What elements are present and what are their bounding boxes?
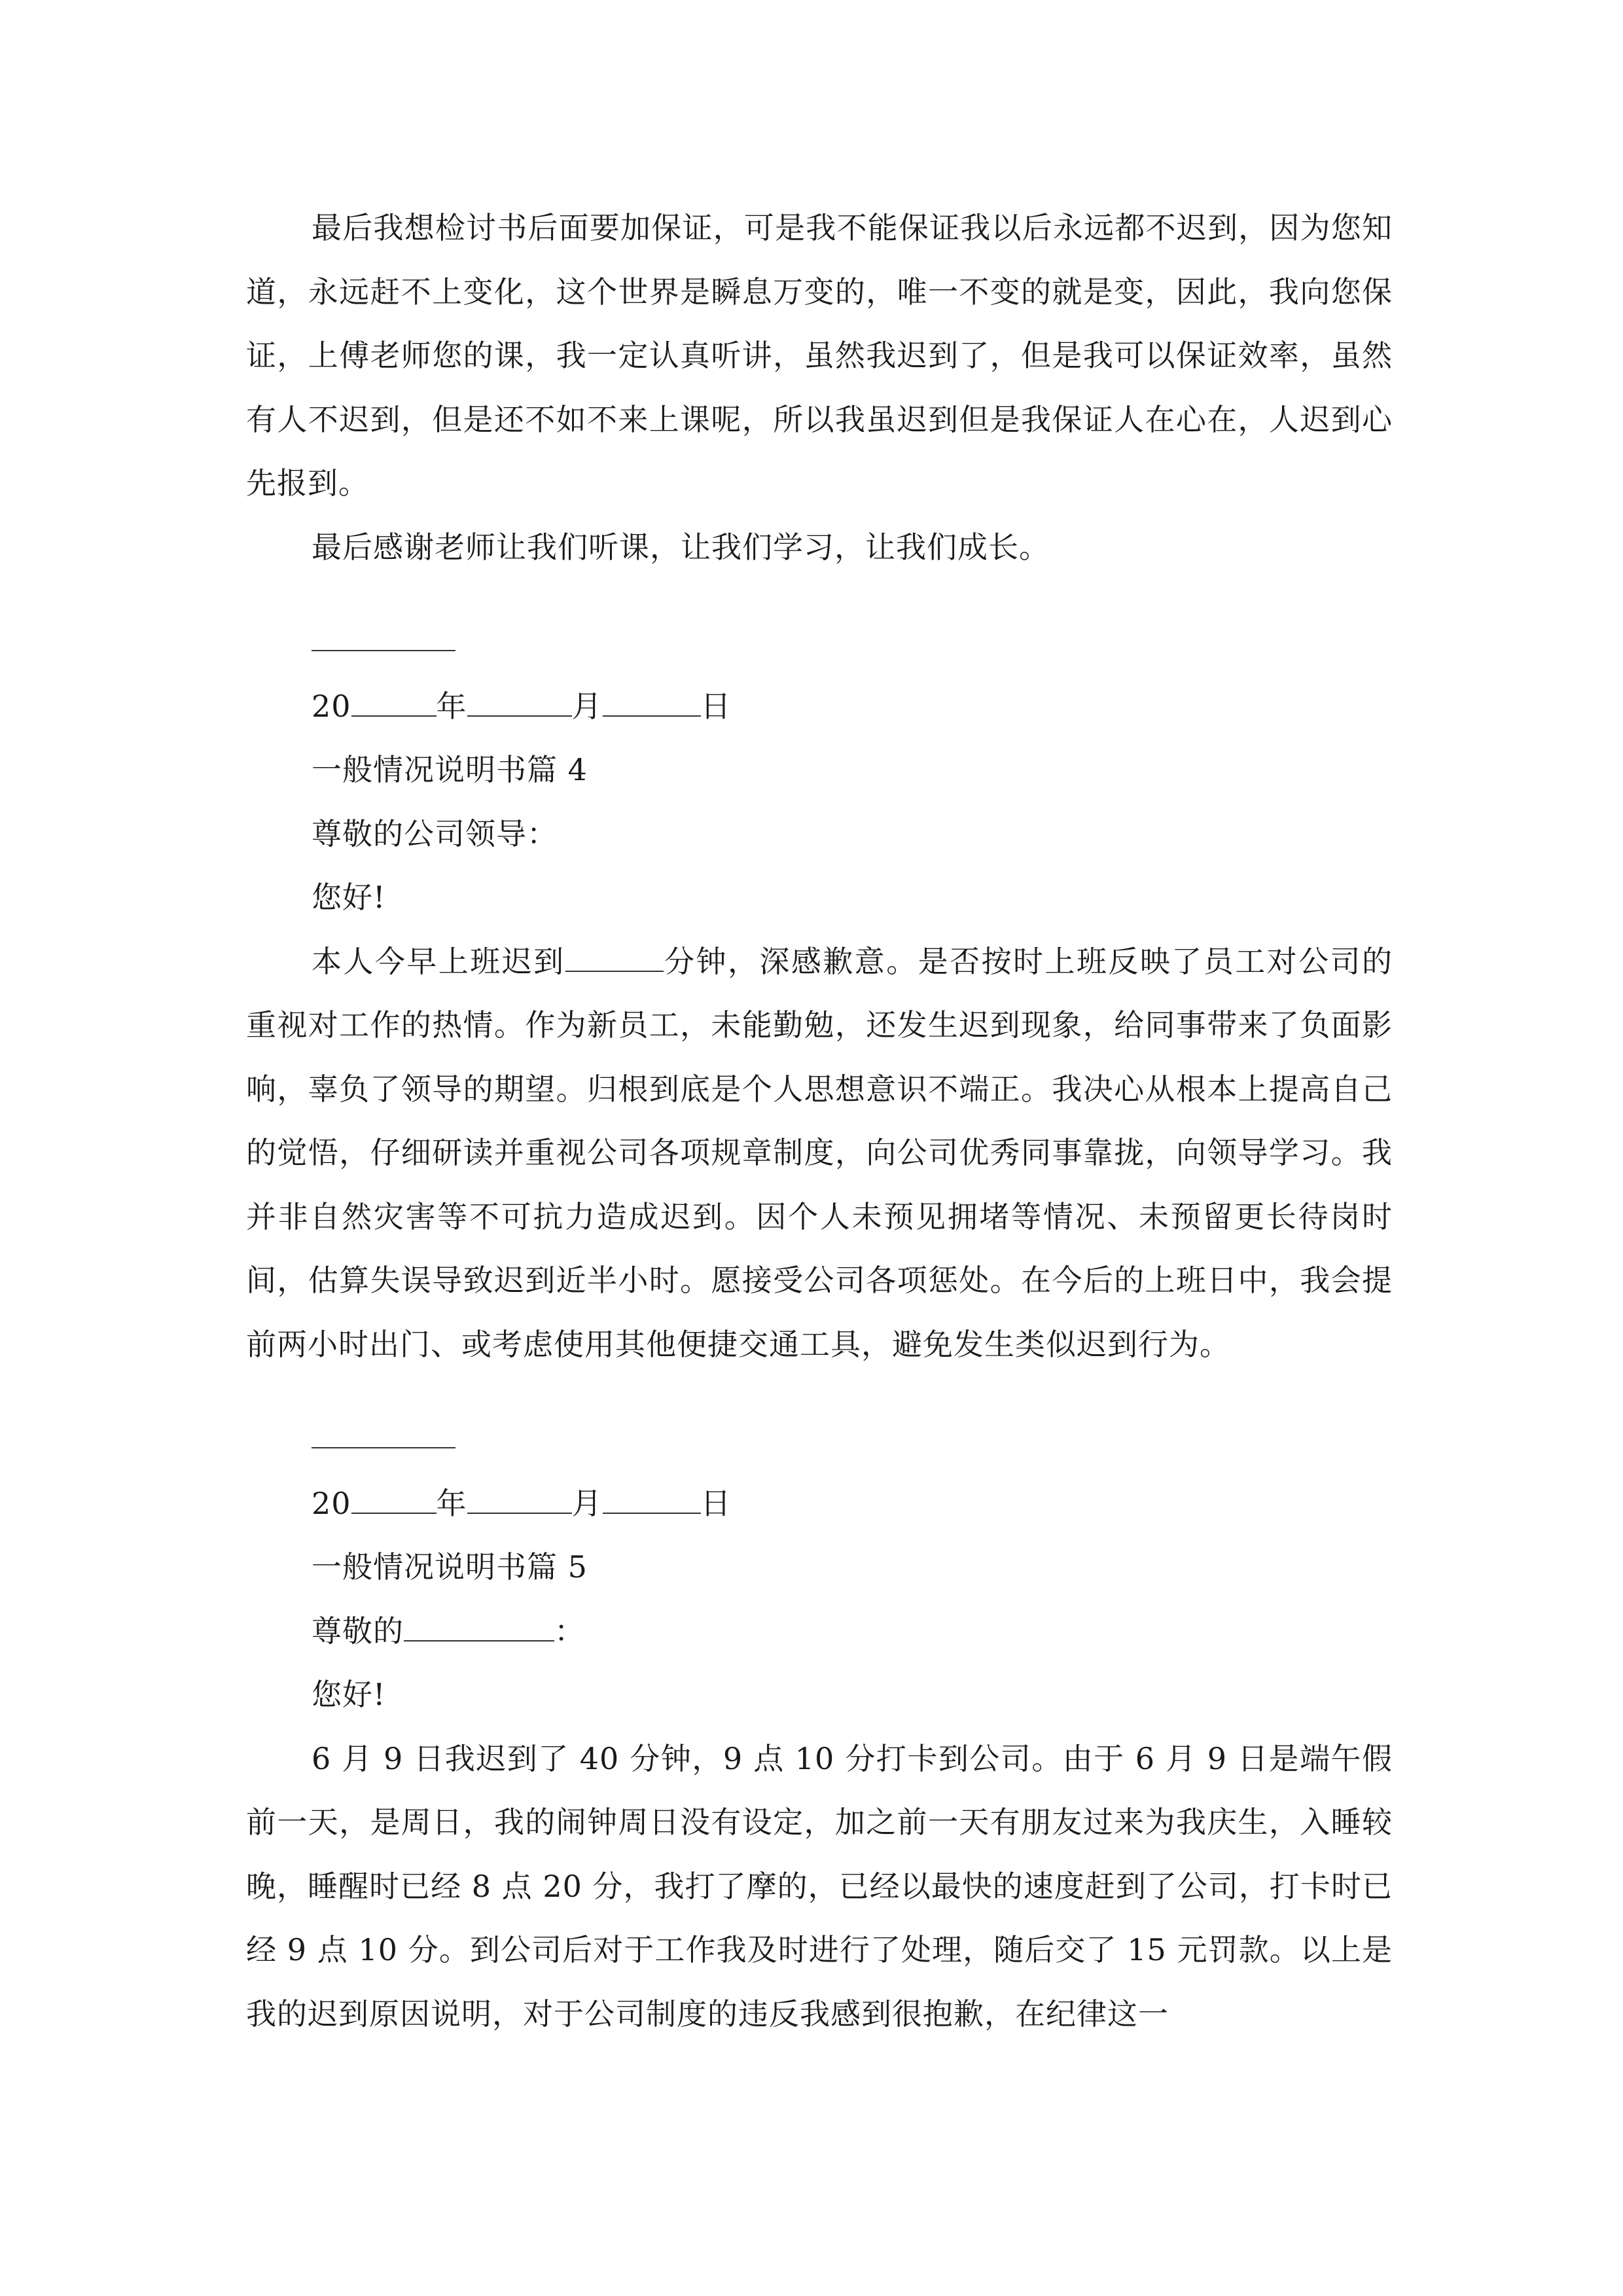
thanks-paragraph: 最后感谢老师让我们听课，让我们学习，让我们成长。: [312, 529, 1050, 565]
date-line: 20 年 月 日: [312, 1485, 732, 1521]
salutation: 尊敬的 ：: [312, 1613, 585, 1649]
section-title: 一般情况说明书篇 5: [312, 1549, 588, 1585]
signature-line: [246, 1408, 1393, 1472]
date-line: 20 年 月 日: [312, 688, 732, 724]
salutation: 尊敬的公司领导：: [312, 816, 558, 852]
body-paragraph: 本人今早上班迟到 分钟，深感歉意。是否按时上班反映了员工对公司的重视对工作的热情。作为新员工，未能勤勉，还发生迟到现象，给同事带来了负面影响，辜负了领导的期望。归根到底是个人思想意识不端正。我决心从根本上提高自己的觉悟，仔细研读并重视公司各项规章制度，向公司优秀同事靠拢，向领导学习。我并非自然灾害等不可抗力造成迟到。因个人未预见拥堵等情况、未预留更长待岗时间，估算失误导致迟到近半小时。愿接受公司各项惩处。在今后的上班日中，我会提前两小时出门、或考虑使用其他便捷交通工具，避免发生类似迟到行为。: [246, 943, 1393, 1362]
document-body: [246, 196, 1393, 2046]
greeting: 您好!: [312, 880, 386, 915]
greeting: 您好!: [312, 1677, 386, 1712]
section-title: 一般情况说明书篇 4: [312, 752, 588, 787]
closing-paragraph: 最后我想检讨书后面要加保证，可是我不能保证我以后永远都不迟到，因为您知道，永远赶不上变化，这个世界是瞬息万变的，唯一不变的就是变，因此，我向您保证，上傅老师您的课，我一定认真听讲，虽然我迟到了，但是我可以保证效率，虽然有人不迟到，但是还不如不来上课呢，所以我虽迟到但是我保证人在心在，人迟到心先报到。: [246, 210, 1393, 501]
signature-line: [246, 611, 1393, 675]
body-paragraph: 6 月 9 日我迟到了 40 分钟，9 点 10 分打卡到公司。由于 6 月 9 日是端午假前一天，是周日，我的闹钟周日没有设定，加之前一天有朋友过来为我庆生，入睡较晚，睡醒时已经 8 点 20 分，我打了摩的，已经以最快的速度赶到了公司，打卡时已经 9 点 10 分。到公司后对于工作我及时进行了处理，随后交了 15 元罚款。以上是我的迟到原因说明，对于公司制度的违反我感到很抱歉，在纪律这一: [246, 1740, 1393, 2032]
